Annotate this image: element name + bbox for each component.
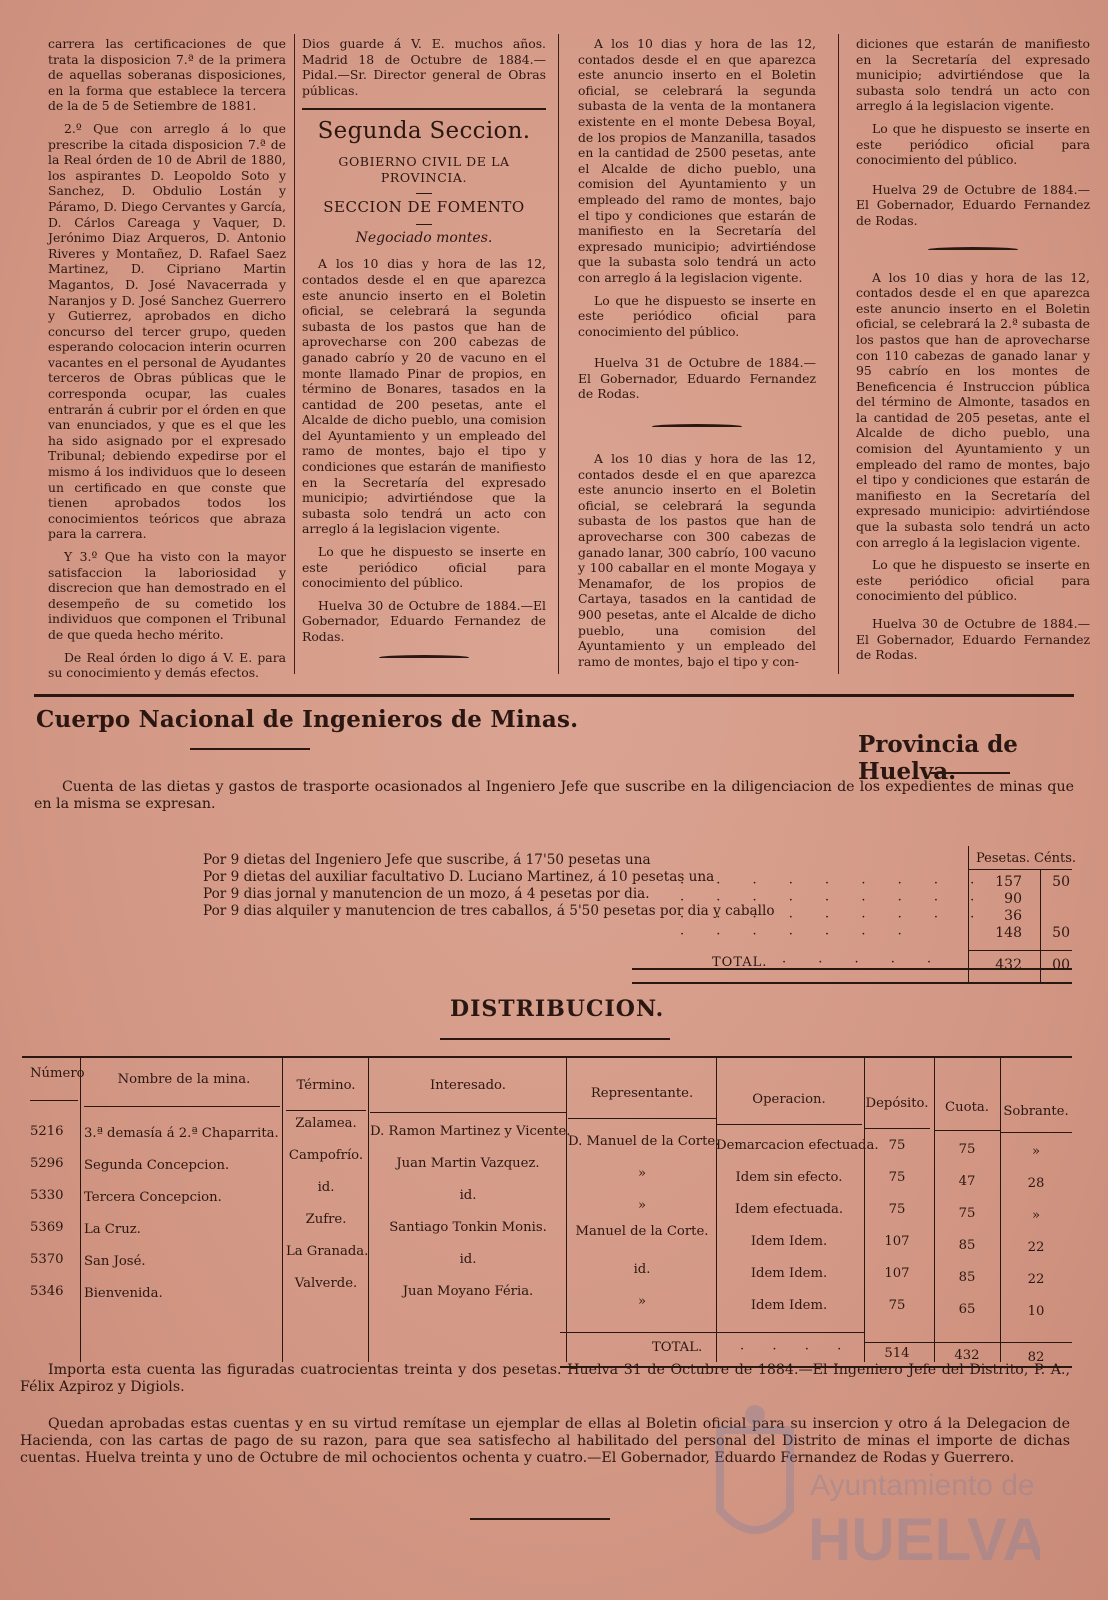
table-column-rule bbox=[566, 1058, 567, 1362]
col-header-pesetas: Pesetas. bbox=[976, 851, 1030, 866]
total-label: TOTAL. bbox=[712, 955, 768, 970]
footer-paragraph: Importa esta cuenta las figuradas cuatrocientas treinta y dos pesetas. Huelva 31 de Octubre de 1884.—El Ingeniero Jefe del Distrito, P. A., Félix Azpiroz y Digiols. bbox=[20, 1362, 1070, 1395]
table-cell-operacion: Idem Idem. bbox=[750, 1266, 828, 1281]
table-cell-mina: La Cruz. bbox=[84, 1222, 141, 1237]
leader-dots: · · · · · bbox=[782, 955, 946, 970]
column-header: Término. bbox=[296, 1078, 356, 1093]
table-cell-operacion: Idem Idem. bbox=[750, 1234, 828, 1249]
column-divider bbox=[838, 34, 839, 674]
table-cell-deposito: 75 bbox=[888, 1298, 906, 1313]
col-header-cents: Cénts. bbox=[1034, 851, 1077, 866]
paragraph: 2.º Que con arreglo á lo que prescribe la citada disposicion 7.ª de la Real órden de 10 de Abril de 1880, los aspirantes D. Leopoldo Soto y Sanchez, D. Obdulio Lostán y Páramo, D. Diego Cervantes y García, D. Cárlos Careaga y Vaquer, D. Jerónimo Diaz Arqueros, D. Antonio Riveres y Montañez, D. Rafael Saez Martinez, D. Cipriano Martin Magantos, D. José Navacerrada y Naranjos y D. José Sanchez Guerrero y Gutierrez, aprobados en dicho concurso del tercer grupo, queden esperando colocacion interin ocurren vacantes en el personal de Ayudantes terceros de Obras públicas que le corresponda ocupar, las cuales entrarán á cubrir por el órden en que van enunciados, y que es el que les ha sido asignado por el expresado Tribunal; debiendo expedirse por el mismo á los individuos que lo deseen un certificado en que conste que tienen aprobados todos los conocimientos teóricos que abraza para la carrera. bbox=[48, 120, 286, 542]
gobierno-heading: GOBIERNO CIVIL DE LA PROVINCIA. bbox=[338, 153, 510, 185]
header-rule bbox=[568, 1118, 716, 1119]
table-cell-interesado: Santiago Tonkin Monis. bbox=[389, 1220, 547, 1235]
column-header: Representante. bbox=[590, 1086, 694, 1101]
table-column-rule bbox=[80, 1058, 81, 1362]
ornament-divider bbox=[470, 1518, 610, 1520]
total-rule bbox=[632, 982, 1072, 984]
table-cell-deposito: 75 bbox=[888, 1138, 906, 1153]
signature: Huelva 31 de Octubre de 1884.—El Gobernador, Eduardo Fernandez de Rodas. bbox=[578, 355, 816, 402]
table-cell-interesado: id. bbox=[459, 1252, 477, 1267]
table-cell-numero: 5216 bbox=[30, 1124, 64, 1139]
distribucion-title: DISTRIBUCION. bbox=[450, 996, 665, 1022]
column-divider bbox=[558, 34, 559, 674]
ornament-divider bbox=[652, 424, 742, 429]
table-cell-representante: » bbox=[637, 1198, 647, 1213]
table-cell-mina: 3.ª demasía á 2.ª Chaparrita. bbox=[84, 1126, 279, 1141]
rule bbox=[302, 108, 546, 110]
table-cell-cuota: 65 bbox=[958, 1302, 976, 1317]
header-rule bbox=[716, 1124, 862, 1125]
table-cell-interesado: Juan Martin Vazquez. bbox=[396, 1156, 540, 1171]
column-4 bbox=[856, 36, 1090, 670]
table-cell-deposito: 107 bbox=[884, 1234, 910, 1249]
table-cell-termino: Campofrío. bbox=[288, 1148, 364, 1163]
table-cell-interesado: Juan Moyano Féria. bbox=[402, 1284, 534, 1299]
amount-pesetas: 148 bbox=[995, 925, 1022, 941]
total-label: TOTAL. bbox=[652, 1340, 703, 1355]
header-rule bbox=[30, 1100, 78, 1101]
table-column-rule bbox=[368, 1058, 369, 1362]
table-cell-representante: » bbox=[637, 1166, 647, 1181]
amount-pesetas: 90 bbox=[1004, 891, 1022, 907]
header-rule bbox=[968, 869, 1072, 870]
table-cell-cuota: 85 bbox=[958, 1270, 976, 1285]
table-column-rule bbox=[282, 1058, 283, 1362]
section-title: Segunda Seccion. bbox=[317, 118, 531, 145]
table-cell-sobrante: 10 bbox=[1027, 1304, 1045, 1319]
paragraph: Lo que he dispuesto se inserte en este periódico oficial para conocimiento del público. bbox=[856, 120, 1090, 168]
signature: Huelva 30 de Octubre de 1884.—El Gobernador, Eduardo Fernandez de Rodas. bbox=[302, 597, 546, 644]
column-header: Nombre de la mina. bbox=[117, 1072, 251, 1087]
negociado-heading: Negociado montes. bbox=[355, 229, 493, 246]
leader-dots: · · · · · · · · · · · · · · · · · · · · · · · · · · · · · · · · · · bbox=[680, 876, 989, 942]
watermark-text-line1: Ayuntamiento de bbox=[810, 1469, 1035, 1502]
cuenta-item: Por 9 dias jornal y manutencion de un mozo, á 4 pesetas por dia. bbox=[203, 886, 650, 902]
column-divider bbox=[294, 34, 295, 674]
table-cell-mina: Bienvenida. bbox=[84, 1286, 163, 1301]
dash-divider bbox=[416, 193, 432, 194]
table-cell-representante: D. Manuel de la Corte. bbox=[568, 1134, 720, 1149]
cuenta-item: Por 9 dietas del auxiliar facultativo D. Luciano Martinez, á 10 pesetas una bbox=[203, 869, 715, 885]
table-cell-termino: id. bbox=[317, 1180, 335, 1195]
table-cell-termino: Zufre. bbox=[305, 1212, 347, 1227]
table-cell-termino: La Granada. bbox=[286, 1244, 369, 1259]
table-cell-sobrante: 28 bbox=[1027, 1176, 1045, 1191]
total-cuota: 432 bbox=[954, 1348, 980, 1363]
paragraph: Lo que he dispuesto se inserte en este periódico oficial para conocimiento del público. bbox=[856, 557, 1090, 604]
signature: Huelva 30 de Octubre de 1884.—El Gobernador, Eduardo Fernandez de Rodas. bbox=[856, 616, 1090, 663]
table-cell-cuota: 85 bbox=[958, 1238, 976, 1253]
table-cell-numero: 5330 bbox=[30, 1188, 64, 1203]
cuenta-item: Por 9 dietas del Ingeniero Jefe que suscribe, á 17'50 pesetas una bbox=[203, 852, 651, 868]
table-cell-mina: Segunda Concepcion. bbox=[84, 1158, 230, 1173]
table-cell-cuota: 47 bbox=[958, 1174, 976, 1189]
crest-icon bbox=[700, 1400, 1040, 1590]
paragraph: A los 10 dias y hora de las 12, contados desde el en que aparezca este anuncio inserto en el Boletin oficial, se celebrará la 2.ª subasta de los pastos que han de aprovecharse con 110 cabezas de ganado lanar y 95 cabrío en los montes de Beneficencia é Instruccion pública del término de Almonte, tasados en la cantidad de 205 pesetas, ante el Alcalde de dicho pueblo, una comision del Ayuntamiento y un empleado del ramo de montes, bajo el tipo y condiciones que estarán de manifiesto en la Secretaría del expresado municipio: advirtiéndose que la subasta solo tendrá un acto con arreglo á la legislacion vigente. bbox=[856, 269, 1090, 550]
paragraph: A los 10 dias y hora de las 12, contados desde el en que aparezca este anuncio inserto en el Boletin oficial, se celebrará la segunda subasta de los pastos que han de aprovecharse con 300 cabezas de ganado lanar, 300 cabrío, 100 vacuno y 100 caballar en el monte Mogaya y Menamafor, de los propios de Cartaya, tasados en la cantidad de 900 pesetas, ante el Alcalde de dicho pueblo, una comision del Ayuntamiento y un empleado del ramo de montes, bajo el tipo y con- bbox=[578, 451, 816, 669]
table-cell-deposito: 75 bbox=[888, 1202, 906, 1217]
table-column-rule bbox=[1040, 869, 1041, 982]
column-header: Depósito. bbox=[865, 1096, 929, 1111]
total-pesetas: 432 bbox=[995, 957, 1022, 973]
watermark-logo bbox=[700, 1400, 1040, 1590]
column-2 bbox=[302, 36, 546, 670]
table-cell-deposito: 75 bbox=[888, 1170, 906, 1185]
paragraph: diciones que estarán de manifiesto en la Secretaría del expresado municipio; advirtiéndose que la subasta solo tendrá un acto con arreglo á la legislacion vigente. bbox=[856, 36, 1090, 114]
ornament-divider bbox=[930, 772, 1010, 774]
header-rule bbox=[1000, 1132, 1072, 1133]
header-rule bbox=[286, 1110, 366, 1111]
table-cell-cuota: 75 bbox=[958, 1206, 976, 1221]
ornament-divider bbox=[379, 655, 469, 660]
table-cell-representante: id. bbox=[633, 1262, 651, 1277]
paragraph: Lo que he dispuesto se inserte en este periódico oficial para conocimiento del público. bbox=[578, 292, 816, 339]
column-3 bbox=[578, 36, 816, 676]
table-cell-sobrante: 22 bbox=[1027, 1272, 1045, 1287]
amount-pesetas: 36 bbox=[1004, 908, 1022, 924]
subtotal-rule bbox=[864, 1342, 1072, 1343]
paragraph: Dios guarde á V. E. muchos años. Madrid 18 de Octubre de 1884.—Pidal.—Sr. Director general de Obras públicas. bbox=[302, 36, 546, 98]
section-rule bbox=[34, 694, 1074, 697]
ornament-divider bbox=[190, 748, 310, 750]
table-cell-operacion: Demarcacion efectuada. bbox=[716, 1138, 879, 1153]
table-cell-mina: Tercera Concepcion. bbox=[84, 1190, 222, 1205]
header-rule bbox=[370, 1112, 566, 1113]
table-cell-representante: Manuel de la Corte. bbox=[575, 1224, 709, 1239]
dash-divider bbox=[416, 224, 432, 225]
total-cents: 00 bbox=[1052, 957, 1070, 973]
table-cell-sobrante: » bbox=[1031, 1208, 1041, 1223]
table-cell-sobrante: » bbox=[1031, 1144, 1041, 1159]
watermark-text-line2: HUELVA bbox=[808, 1506, 1040, 1573]
leader-dots: · · · · bbox=[740, 1342, 854, 1357]
table-cell-interesado: D. Ramon Martinez y Vicente. bbox=[370, 1124, 571, 1139]
table-cell-numero: 5346 bbox=[30, 1284, 64, 1299]
cuenta-item: Por 9 dias alquiler y manutencion de tres caballos, á 5'50 pesetas por dia y caballo bbox=[203, 903, 775, 919]
ornament-divider bbox=[440, 1038, 670, 1040]
column-header: Interesado. bbox=[430, 1078, 506, 1093]
paragraph: carrera las certificaciones de que trata la disposicion 7.ª de la primera de aquellas soberanas disposiciones, en la forma que establece la tercera de la de 5 de Setiembre de 1881. bbox=[48, 36, 286, 114]
paragraph: Lo que he dispuesto se inserte en este periódico oficial para conocimiento del público. bbox=[302, 544, 546, 591]
table-cell-operacion: Idem efectuada. bbox=[734, 1202, 844, 1217]
table-cell-operacion: Idem Idem. bbox=[750, 1298, 828, 1313]
table-cell-representante: » bbox=[637, 1294, 647, 1309]
header-rule bbox=[84, 1106, 280, 1107]
amount-cents: 50 bbox=[1052, 874, 1070, 890]
paragraph: Y 3.º Que ha visto con la mayor satisfaccion la laboriosidad y discrecion que han demostrado en el desempeño de su cometido los individuos que componen el Tribunal de que queda hecho mérito. bbox=[48, 549, 286, 642]
subtotal-rule bbox=[968, 950, 1072, 951]
paragraph: De Real órden lo digo á V. E. para su conocimiento y demás efectos. bbox=[48, 649, 286, 681]
amount-cents: 50 bbox=[1052, 925, 1070, 941]
table-cell-numero: 5369 bbox=[30, 1220, 64, 1235]
intro-paragraph: Cuenta de las dietas y gastos de trasporte ocasionados al Ingeniero Jefe que suscribe en la diligenciacion de los expedientes de minas que en la misma se expresan. bbox=[34, 779, 1074, 812]
table-cell-numero: 5370 bbox=[30, 1252, 64, 1267]
amount-pesetas: 157 bbox=[995, 874, 1022, 890]
total-rule bbox=[560, 1332, 864, 1333]
fomento-heading: SECCION DE FOMENTO bbox=[323, 198, 525, 217]
footer-paragraph: Quedan aprobadas estas cuentas y en su virtud remítase un ejemplar de ellas al Boletin oficial para su insercion y otro á la Delegacion de Hacienda, con las cartas de pago de su razon, para que sea satisfecho al habilitado del personal del Distrito de minas el importe de dichas cuentas. Huelva treinta y uno de Octubre de mil ochocientos ochenta y cuatro.—El Gobernador, Eduardo Fernandez de Rodas y Guerrero. bbox=[20, 1416, 1070, 1466]
ornament-divider bbox=[928, 247, 1018, 252]
table-cell-termino: Zalamea. bbox=[295, 1116, 357, 1131]
table-cell-deposito: 107 bbox=[884, 1266, 910, 1281]
table-cell-cuota: 75 bbox=[958, 1142, 976, 1157]
provincia-heading: Provincia de Huelva. bbox=[858, 731, 1018, 785]
header-rule bbox=[864, 1128, 930, 1129]
table-cell-sobrante: 22 bbox=[1027, 1240, 1045, 1255]
column-1 bbox=[48, 36, 286, 688]
paragraph: A los 10 dias y hora de las 12, contados desde el en que aparezca este anuncio inserto en el Boletin oficial, se celebrará la segunda subasta de la venta de la montanera existente en el monte Debesa Boyal, de los propios de Manzanilla, tasados en la cantidad de 2500 pesetas, ante el Alcalde de dicho pueblo, una comision del Ayuntamiento y un empleado del ramo de montes, bajo el tipo y condiciones que estarán de manifiesto en la Secretaría del expresado municipio; advirtiéndose que la subasta solo tendrá un acto con arreglo á la legislacion vigente. bbox=[578, 36, 816, 285]
table-cell-interesado: id. bbox=[459, 1188, 477, 1203]
header-rule bbox=[934, 1130, 1000, 1131]
signature: Huelva 29 de Octubre de 1884.—El Gobernador, Eduardo Fernandez de Rodas. bbox=[856, 181, 1090, 228]
total-deposito: 514 bbox=[884, 1346, 910, 1361]
column-header: Número bbox=[30, 1066, 85, 1081]
paragraph: A los 10 dias y hora de las 12, contados desde el en que aparezca este anuncio inserto en el Boletin oficial, se celebrará la segunda subasta de los pastos que han de aprovecharse con 200 cabezas de ganado cabrío y 20 de vacuno en el monte llamado Pinar de propios, en término de Bonares, tasados en la cantidad de 200 pesetas, ante el Alcalde de dicho pueblo, una comision del Ayuntamiento y un empleado del ramo de montes, bajo el tipo y condiciones que estarán de manifiesto en la Secretaría del expresado municipio; advirtiéndose que la subasta solo tendrá un acto con arreglo á la legislacion vigente. bbox=[302, 256, 546, 537]
table-cell-mina: San José. bbox=[84, 1254, 146, 1269]
table-cell-termino: Valverde. bbox=[294, 1276, 358, 1291]
table-top-rule bbox=[22, 1056, 1072, 1058]
column-header: Sobrante. bbox=[1003, 1104, 1069, 1119]
column-header: Cuota. bbox=[945, 1100, 989, 1115]
table-cell-operacion: Idem sin efecto. bbox=[735, 1170, 843, 1185]
total-sobrante: 82 bbox=[1027, 1350, 1045, 1365]
cuerpo-heading: Cuerpo Nacional de Ingenieros de Minas. bbox=[36, 706, 579, 733]
column-header: Operacion. bbox=[752, 1092, 826, 1107]
table-cell-numero: 5296 bbox=[30, 1156, 64, 1171]
